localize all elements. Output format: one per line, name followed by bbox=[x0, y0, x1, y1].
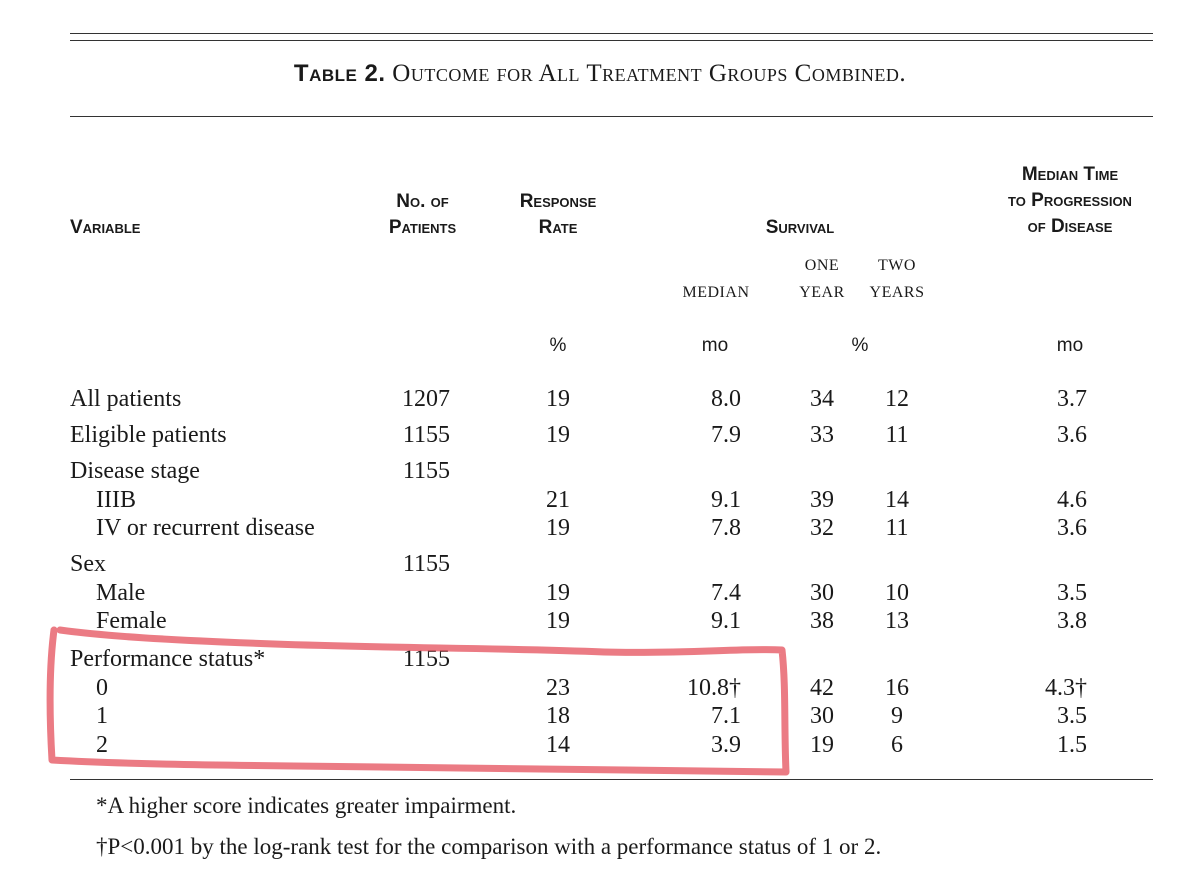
table-row bbox=[0, 608, 1200, 638]
row-one-year-survival: 42 bbox=[810, 675, 834, 701]
row-response-rate: 19 bbox=[546, 386, 570, 412]
row-one-year-survival: 32 bbox=[810, 515, 834, 541]
top-rule-second bbox=[70, 40, 1153, 41]
header-ttp-line2: to Progression bbox=[1008, 190, 1132, 211]
table-row bbox=[0, 580, 1200, 610]
row-time-to-progression: 1.5 bbox=[1057, 732, 1087, 758]
header-ttp-line3: of Disease bbox=[1027, 216, 1113, 237]
footnote-impairment: *A higher score indicates greater impairment. bbox=[96, 793, 517, 818]
row-median-survival: 3.9 bbox=[711, 732, 741, 758]
table-row bbox=[0, 551, 1200, 581]
row-two-year-survival: 6 bbox=[891, 732, 903, 758]
table-row bbox=[0, 487, 1200, 517]
row-label: 0 bbox=[96, 675, 108, 701]
header-ttp-line1: Median Time bbox=[1021, 164, 1119, 185]
table-row bbox=[0, 703, 1200, 733]
row-one-year-survival: 30 bbox=[810, 703, 834, 729]
header-variable-text: Variable bbox=[70, 217, 141, 238]
row-patients: 1155 bbox=[402, 646, 450, 672]
row-label: Disease stage bbox=[70, 458, 200, 484]
row-one-year-survival: 30 bbox=[810, 580, 834, 606]
row-time-to-progression: 3.5 bbox=[1057, 703, 1087, 729]
row-response-rate: 18 bbox=[546, 703, 570, 729]
row-label: Sex bbox=[70, 551, 106, 577]
row-response-rate: 19 bbox=[546, 608, 570, 634]
footnote-pvalue: †P<0.001 by the log-rank test for the comparison with a performance status of 1 or 2. bbox=[96, 834, 882, 859]
subheader-two-line1: TWO bbox=[878, 257, 916, 274]
table-row bbox=[0, 675, 1200, 705]
row-two-year-survival: 10 bbox=[885, 580, 909, 606]
unit-median: mo bbox=[701, 335, 729, 356]
table-row bbox=[0, 515, 1200, 545]
table-number: Table 2. bbox=[293, 60, 386, 87]
row-median-survival: 9.1 bbox=[711, 608, 741, 634]
row-median-survival: 9.1 bbox=[711, 487, 741, 513]
row-label: Male bbox=[96, 580, 146, 606]
table-caption: Outcome for All Treatment Groups Combined. bbox=[392, 60, 907, 87]
row-time-to-progression: 3.7 bbox=[1057, 386, 1087, 412]
row-two-year-survival: 9 bbox=[891, 703, 903, 729]
header-response-line2: Rate bbox=[538, 217, 578, 238]
row-response-rate: 19 bbox=[546, 580, 570, 606]
table-row bbox=[0, 386, 1200, 416]
row-response-rate: 21 bbox=[546, 487, 570, 513]
title-rule bbox=[70, 116, 1153, 117]
row-median-survival: 7.4 bbox=[711, 580, 741, 606]
row-label: Eligible patients bbox=[70, 422, 227, 448]
row-one-year-survival: 34 bbox=[810, 386, 834, 412]
row-time-to-progression: 3.6 bbox=[1057, 422, 1087, 448]
header-ttp bbox=[975, 162, 1165, 240]
row-patients: 1155 bbox=[402, 458, 450, 484]
header-patients bbox=[365, 189, 480, 241]
header-variable bbox=[70, 215, 140, 241]
table-row bbox=[0, 458, 1200, 488]
row-response-rate: 14 bbox=[546, 732, 570, 758]
header-response-line1: Response bbox=[519, 191, 597, 212]
subheader-one-line2: YEAR bbox=[799, 284, 845, 301]
row-median-survival: 7.9 bbox=[711, 422, 741, 448]
subheader-one-year bbox=[792, 252, 852, 306]
row-response-rate: 19 bbox=[546, 422, 570, 448]
row-label: All patients bbox=[70, 386, 182, 412]
row-two-year-survival: 12 bbox=[885, 386, 909, 412]
row-median-survival: 10.8† bbox=[687, 675, 741, 701]
row-one-year-survival: 39 bbox=[810, 487, 834, 513]
unit-response: % bbox=[549, 335, 567, 356]
bottom-rule bbox=[70, 779, 1153, 780]
row-time-to-progression: 3.6 bbox=[1057, 515, 1087, 541]
row-median-survival: 7.8 bbox=[711, 515, 741, 541]
table-row bbox=[0, 646, 1200, 676]
row-one-year-survival: 19 bbox=[810, 732, 834, 758]
row-time-to-progression: 3.5 bbox=[1057, 580, 1087, 606]
row-patients: 1207 bbox=[402, 386, 450, 412]
subheader-two-line2: YEARS bbox=[869, 284, 925, 301]
row-response-rate: 19 bbox=[546, 515, 570, 541]
subheader-one-line1: ONE bbox=[804, 257, 840, 274]
row-two-year-survival: 14 bbox=[885, 487, 909, 513]
header-survival bbox=[740, 215, 860, 241]
row-time-to-progression: 4.3† bbox=[1045, 675, 1087, 701]
unit-survival-pct: % bbox=[851, 335, 869, 356]
subheader-two-years bbox=[860, 252, 934, 306]
table-title bbox=[0, 60, 1200, 88]
header-patients-line2: Patients bbox=[388, 217, 457, 238]
unit-ttp: mo bbox=[1056, 335, 1084, 356]
row-median-survival: 7.1 bbox=[711, 703, 741, 729]
row-two-year-survival: 11 bbox=[885, 422, 909, 448]
row-two-year-survival: 13 bbox=[885, 608, 909, 634]
subheader-median-text: MEDIAN bbox=[682, 284, 750, 301]
header-response bbox=[500, 189, 616, 241]
row-time-to-progression: 3.8 bbox=[1057, 608, 1087, 634]
row-label: Female bbox=[96, 608, 167, 634]
row-two-year-survival: 16 bbox=[885, 675, 909, 701]
row-time-to-progression: 4.6 bbox=[1057, 487, 1087, 513]
row-median-survival: 8.0 bbox=[711, 386, 741, 412]
row-label: 2 bbox=[96, 732, 108, 758]
subheader-median bbox=[666, 279, 766, 306]
row-label: IIIB bbox=[96, 487, 136, 513]
row-patients: 1155 bbox=[402, 551, 450, 577]
row-one-year-survival: 38 bbox=[810, 608, 834, 634]
row-label: Performance status* bbox=[70, 646, 266, 672]
row-two-year-survival: 11 bbox=[885, 515, 909, 541]
header-survival-text: Survival bbox=[765, 217, 835, 238]
header-patients-line1: No. of bbox=[396, 191, 449, 212]
table-row bbox=[0, 422, 1200, 452]
top-rule bbox=[70, 33, 1153, 34]
row-patients: 1155 bbox=[402, 422, 450, 448]
table-row bbox=[0, 732, 1200, 762]
row-label: IV or recurrent disease bbox=[96, 515, 315, 541]
row-response-rate: 23 bbox=[546, 675, 570, 701]
row-one-year-survival: 33 bbox=[810, 422, 834, 448]
row-label: 1 bbox=[96, 703, 108, 729]
